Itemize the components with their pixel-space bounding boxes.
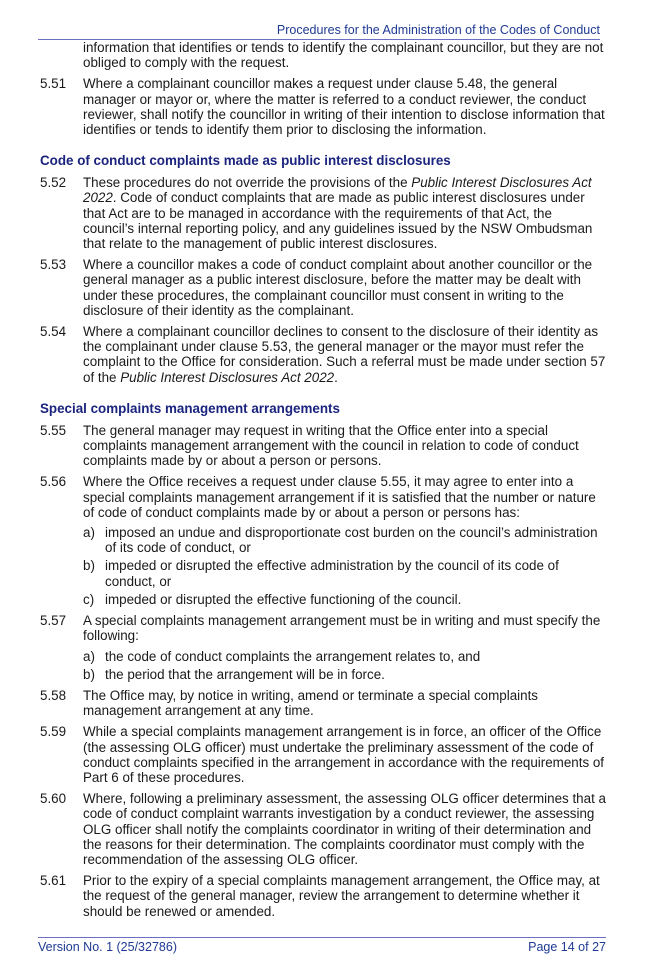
clause-5-58 (40, 688, 606, 718)
sub-item-label: a) (83, 525, 95, 541)
sub-item-label: a) (83, 648, 95, 664)
text-segment: . (334, 369, 338, 385)
clause-5-59 (40, 724, 606, 785)
clause-text: Where, following a preliminary assessment, the assessing OLG officer determines that a code of conduct complaint warrants investigation by a conduct reviewer, the assessing OLG officer shall notify the complaints coordinator in writing of their determination and the reasons for their determination. The complaints coordinator must comply with the recommendation of the assessing OLG officer. (83, 791, 606, 867)
version-number: Version No. 1 (25/32786) (38, 940, 177, 954)
clause-number: 5.55 (40, 422, 67, 438)
page-footer (38, 937, 606, 954)
clause-text: While a special complaints management arrangement is in force, an officer of the Office (the assessing OLG officer) must undertake the preliminary assessment of the code of conduct complaints specified in the arrangement in accordance with the requirements of Part 6 of these procedures. (83, 724, 605, 785)
document-body (40, 40, 606, 925)
clause-text: Where the Office receives a request under clause 5.55, it may agree to enter into a special complaints management arrangement if it is satisfied that the number or nature of code of conduct complaints made by or about a person or persons has: (83, 474, 596, 520)
sub-item-text: the period that the arrangement will be in force. (105, 666, 385, 682)
clause-5-60 (40, 791, 606, 867)
clause-text: A special complaints management arrangement must be in writing and must specify the following: (83, 613, 601, 644)
section-heading-special-arrangements: Special complaints management arrangements (40, 400, 340, 416)
text-segment: Where a complainant councillor declines to consent to the disclosure of their identity as the complainant under clause 5.53, the general manager or the mayor must refer the complaint to the Office for consideration. Such a referral must be made under section 57 of the (83, 324, 606, 385)
clause-number: 5.61 (40, 873, 67, 889)
continued-paragraph: information that identifies or tends to identify the complainant councillor, but they are not obliged to comply with the request. (83, 40, 604, 71)
clause-5-56 (40, 474, 606, 520)
clause-5-51 (40, 76, 606, 137)
clause-number: 5.58 (40, 687, 67, 703)
sub-item (40, 558, 606, 588)
text-segment: . Code of conduct complaints that are made as public interest disclosures under that Act are to be managed in accordance with the requirements of that Act, the council’s internal reporting policy, and any guidelines issued by the NSW Ombudsman that relate to the management of public interest disclosures. (83, 190, 593, 252)
page-header (38, 23, 600, 40)
sub-item-label: b) (83, 666, 95, 682)
clause-number: 5.53 (40, 257, 67, 273)
clause-text (83, 175, 606, 251)
sub-item (40, 592, 606, 607)
clause-text: Where a complainant councillor makes a request under clause 5.48, the general manager or mayor or, where the matter is referred to a conduct reviewer, the conduct reviewer, shall notify the councillor in writing of their intention to disclose information that identifies or tends to identify them prior to disclosing the information. (83, 76, 605, 138)
clause-text: Prior to the expiry of a special complaints management arrangement, the Office may, at the request of the general manager, review the arrangement to determine whether it should be renewed or amended. (83, 873, 600, 919)
clause-number: 5.57 (40, 613, 67, 629)
clause-number: 5.59 (40, 724, 67, 740)
section-heading-public-interest: Code of conduct complaints made as public interest disclosures (40, 153, 451, 169)
act-title: Public Interest Disclosures Act 2022 (120, 369, 335, 385)
clause-text (83, 324, 606, 385)
clause-5-61 (40, 873, 606, 919)
document-title: Procedures for the Administration of the Codes of Conduct (276, 23, 600, 37)
clause-text: The general manager may request in writing that the Office enter into a special complaints management arrangement with the council in relation to code of conduct complaints made by or about a person or persons. (83, 422, 579, 469)
sub-item (40, 525, 606, 555)
clause-5-53 (40, 257, 606, 318)
clause-5-57 (40, 613, 606, 643)
page-number: Page 14 of 27 (528, 940, 606, 954)
clause-number: 5.56 (40, 474, 67, 490)
clause-text: Where a councillor makes a code of conduct complaint about another councillor or the general manager as a public interest disclosure, before the matter may be dealt with under these procedures, the complainant councillor must consent in writing to the disclosure of their identity as the complainant. (83, 257, 593, 318)
clause-number: 5.52 (40, 175, 67, 191)
sub-item-text: the code of conduct complaints the arrangement relates to, and (105, 648, 481, 664)
clause-5-54 (40, 324, 606, 385)
sub-item (40, 667, 606, 682)
sub-item (40, 649, 606, 664)
sub-item-label: c) (83, 591, 95, 607)
clause-number: 5.54 (40, 324, 67, 340)
clause-text: The Office may, by notice in writing, amend or terminate a special complaints management arrangement at any time. (83, 687, 538, 719)
sub-item-text: imposed an undue and disproportionate cost burden on the council’s administration of its code of conduct, or (105, 525, 598, 556)
text-segment: These procedures do not override the provisions of the (83, 175, 412, 191)
act-title: Public Interest Disclosures Act 2022 (83, 175, 592, 206)
clause-5-52 (40, 175, 606, 251)
clause-number: 5.60 (40, 791, 67, 807)
clause-number: 5.51 (40, 76, 67, 92)
sub-item-label: b) (83, 558, 95, 574)
clause-5-55 (40, 423, 606, 469)
sub-item-text: impeded or disrupted the effective administration by the council of its code of conduct, or (105, 558, 559, 589)
sub-item-text: impeded or disrupted the effective functioning of the council. (105, 591, 462, 607)
